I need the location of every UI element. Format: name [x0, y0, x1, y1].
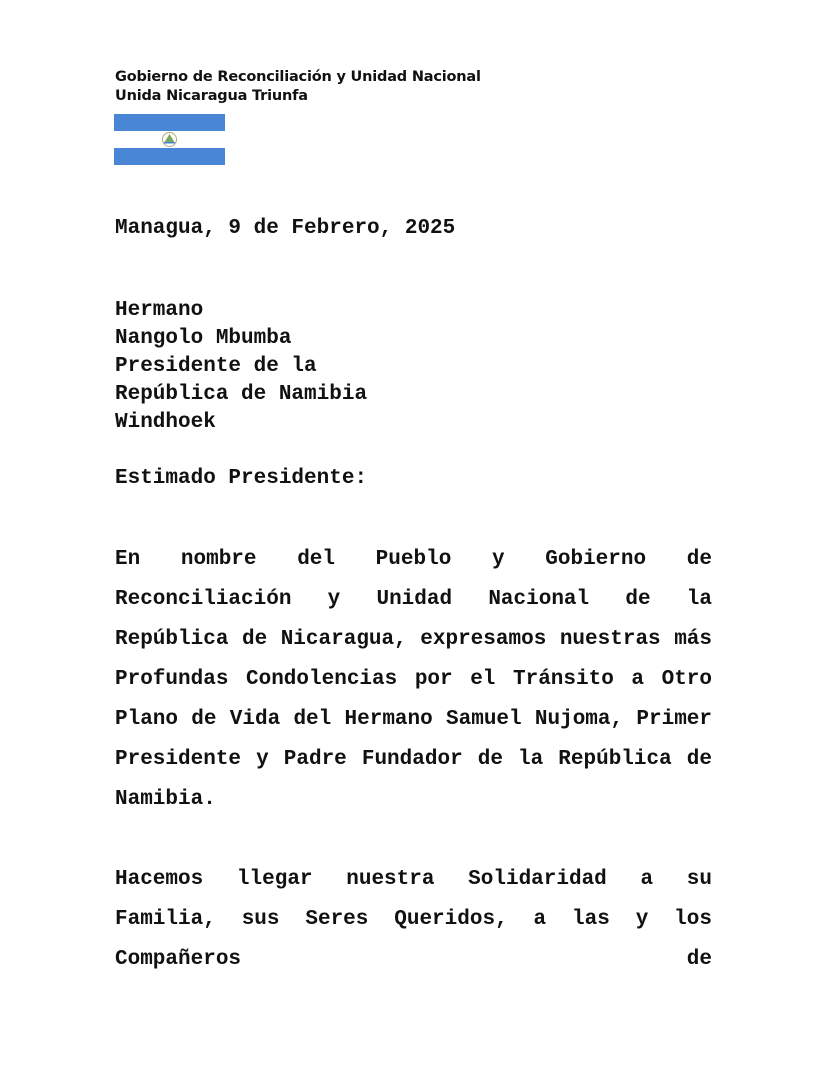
recipient-line: República de Namibia: [115, 383, 368, 406]
recipient-line: Presidente de la: [115, 355, 317, 378]
letterhead: [115, 68, 481, 106]
recipient-line: Hermano: [115, 299, 204, 322]
letterhead-slogan: Unida Nicaragua Triunfa: [115, 88, 308, 104]
letterhead-government-name: Gobierno de Reconciliación y Unidad Nacional: [115, 69, 481, 85]
nicaragua-flag-icon: [114, 114, 225, 165]
recipient-block: [115, 297, 367, 437]
body-paragraph: En nombre del Pueblo y Gobierno de Reconciliación y Unidad Nacional de la República de Nicaragua, expresamos nuestras más Profundas Condolencias por el Tránsito a Otro Plano de Vida del Hermano Samuel Nujoma, Primer Presidente y Padre Fundador de la República de Namibia.: [115, 548, 712, 811]
letter-date: Managua, 9 de Febrero, 2025: [115, 217, 456, 240]
recipient-line: Windhoek: [115, 411, 216, 434]
body-paragraph: Hacemos llegar nuestra Solidaridad a su Familia, sus Seres Queridos, a las y los Compañeros de: [115, 868, 712, 971]
recipient-line: Nangolo Mbumba: [115, 327, 292, 350]
salutation: Estimado Presidente:: [115, 467, 368, 490]
